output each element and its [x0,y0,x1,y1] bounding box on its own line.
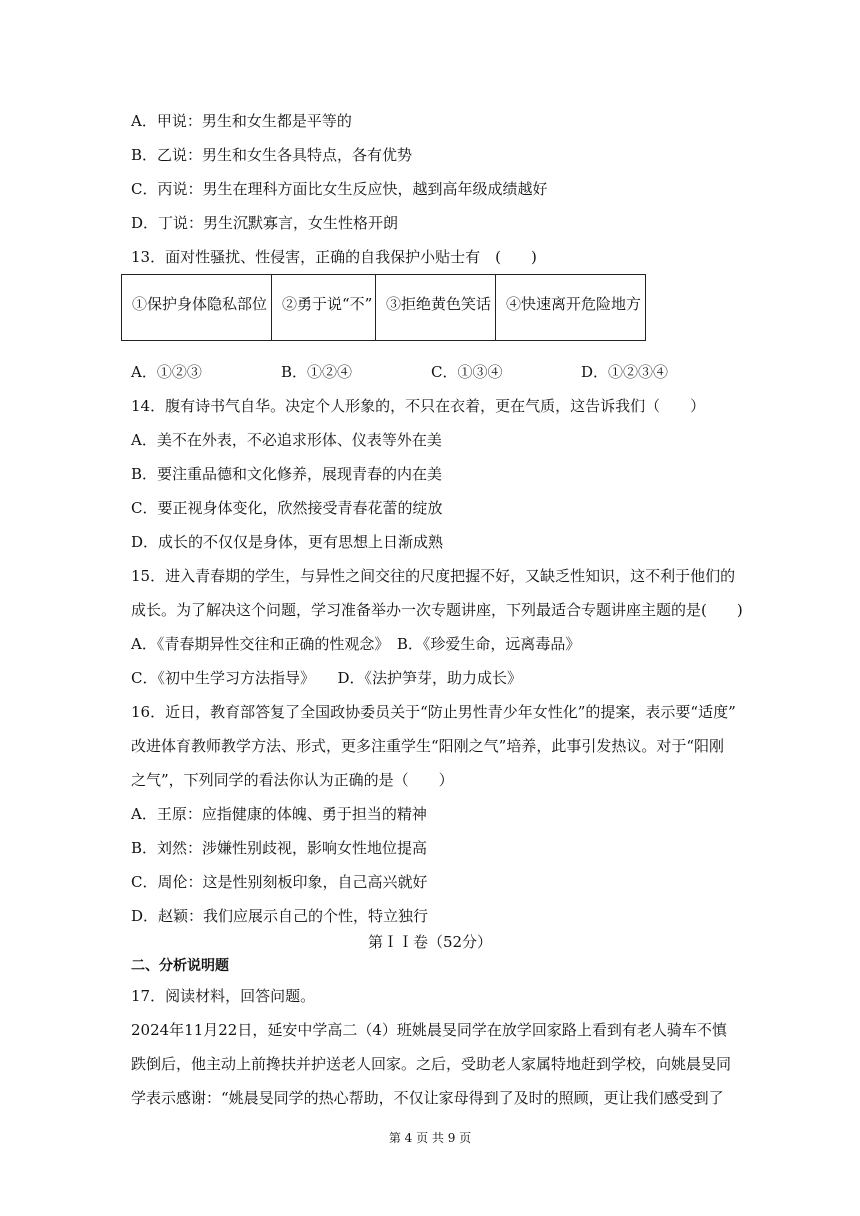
q16-option-c: C．周伦：这是性别刻板印象，自己高兴就好 [131,873,428,891]
q12-option-c: C．丙说：男生在理科方面比女生反应快，越到高年级成绩越好 [131,180,548,198]
q15-options-line-1: A．《青春期异性交往和正确的性观念》 B．《珍爱生命，远离毒品》 [131,635,581,653]
q16-option-d: D．赵颖：我们应展示自己的个性，特立独行 [131,907,429,925]
q12-option-d: D．丁说：男生沉默寡言，女生性格开朗 [131,214,399,232]
q13-choice-d: D．①②③④ [581,363,669,381]
q15-stem-line-1: 15．进入青春期的学生，与异性之间交往的尺度把握不好，又缺乏性知识，这不利于他们的 [131,567,736,585]
q14-option-b: B．要注重品德和文化修养，展现青春的内在美 [131,465,443,483]
q13-choice-b: B．①②④ [281,363,353,381]
q14-option-a: A．美不在外表，不必追求形体、仪表等外在美 [131,431,442,449]
q17-material-line-1: 2024年11月22日，延安中学高二（4）班姚晨旻同学在放学回家路上看到有老人骑车不慎 [131,1021,727,1039]
q12-option-a: A．甲说：男生和女生都是平等的 [131,112,352,130]
q14-stem: 14．腹有诗书气自华。决定个人形象的，不只在衣着，更在气质，这告诉我们（ ） [131,397,706,415]
q13-table-cell-2: ②勇于说“不” [272,275,376,341]
q13-table-cell-4: ④快速离开危险地方 [496,275,646,341]
q17-material-line-2: 跌倒后，他主动上前搀扶并护送老人回家。之后，受助老人家属特地赶到学校，向姚晨旻同 [131,1055,732,1073]
q13-options-table [121,274,646,341]
q12-option-b: B．乙说：男生和女生各具特点，各有优势 [131,146,413,164]
section-title: 第ＩＩ卷（52分） [367,933,493,951]
q16-stem-line-3: 之气”，下列同学的看法你认为正确的是（ ） [131,771,454,789]
q16-option-b: B．刘然：涉嫌性别歧视，影响女性地位提高 [131,839,428,857]
q14-option-d: D．成长的不仅仅是身体，更有思想上日渐成熟 [131,533,444,551]
q13-table-cell-1: ①保护身体隐私部位 [122,275,272,341]
q13-table-cell-3: ③拒绝黄色笑话 [376,275,496,341]
part-heading: 二、分析说明题 [131,958,229,974]
page-footer: 第 4 页 共 9 页 [388,1131,472,1145]
q15-options-line-2: C．《初中生学习方法指导》 D．《法护笋芽，助力成长》 [131,669,523,687]
q13-stem: 13．面对性骚扰、性侵害，正确的自我保护小贴士有 ( ) [131,248,537,266]
q17-stem: 17．阅读材料，回答问题。 [131,987,316,1005]
q16-stem-line-1: 16．近日，教育部答复了全国政协委员关于“防止男性青少年女性化”的提案，表示要“适度” [131,703,736,721]
q13-choice-c: C．①③④ [431,363,503,381]
q17-material-line-3: 学表示感谢：“姚晨旻同学的热心帮助，不仅让家母得到了及时的照顾，更让我们感受到了 [131,1089,724,1107]
q15-stem-line-2: 成长。为了解决这个问题，学习准备举办一次专题讲座，下列最适合专题讲座主题的是( ) [131,601,743,619]
q16-stem-line-2: 改进体育教师教学方法、形式，更多注重学生“阳刚之气”培养，此事引发热议。对于“阳刚 [131,737,725,755]
q14-option-c: C．要正视身体变化，欣然接受青春花蕾的绽放 [131,499,443,517]
q13-choice-a: A．①②③ [131,363,202,381]
q16-option-a: A．王原：应指健康的体魄、勇于担当的精神 [131,805,427,823]
